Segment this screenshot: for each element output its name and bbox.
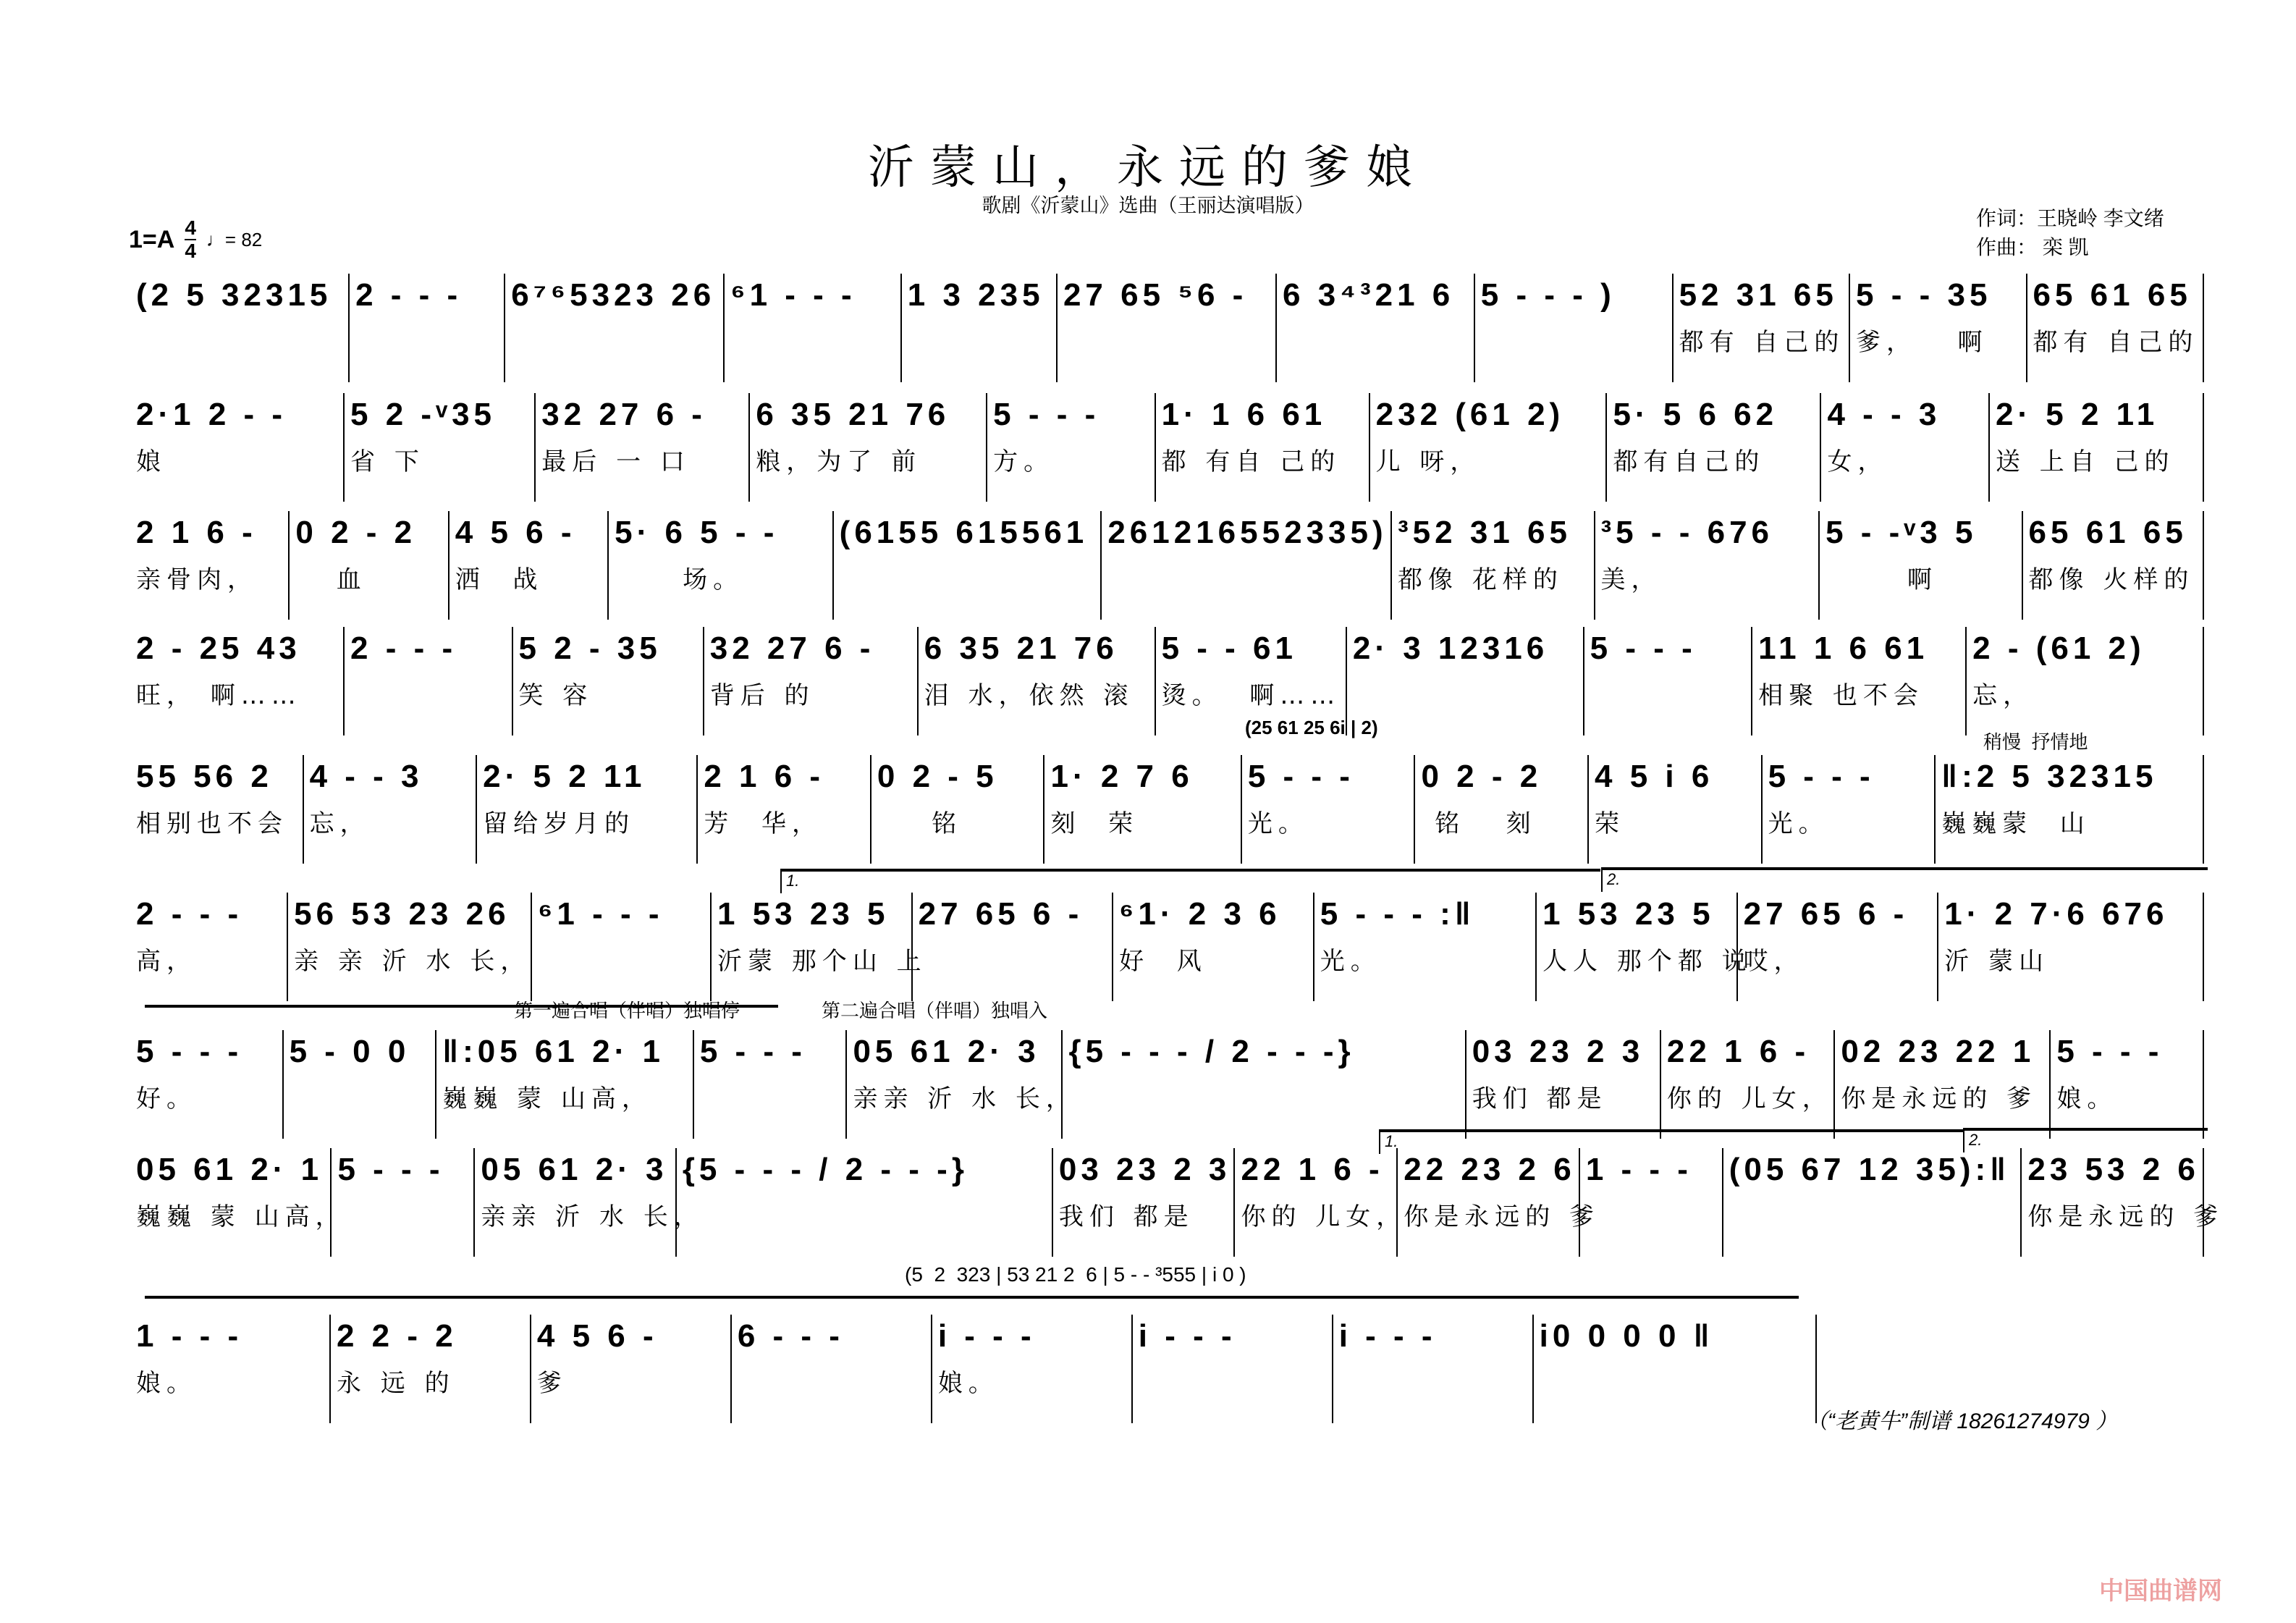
measure — [1233, 1148, 1407, 1257]
measure-notes: {5 - - - / 2 - - -} — [682, 1152, 968, 1187]
measure — [330, 1148, 473, 1257]
measure — [1369, 393, 1606, 502]
measure-notes: ‖:2 5 32315 — [1941, 759, 2158, 794]
measure — [870, 755, 1044, 864]
measure-notes: i - - - — [937, 1318, 1036, 1354]
measure-notes: 5 - - - — [993, 397, 1100, 432]
measure — [1818, 511, 2021, 620]
measure-lyrics — [337, 1199, 473, 1235]
measure — [1820, 393, 1988, 502]
measure — [1751, 627, 1965, 735]
measure-lyrics: 刻 荣 — [1050, 809, 1139, 838]
measure-lyrics: 高， — [136, 947, 197, 976]
measure-notes: 6 3⁴³21 6 — [1283, 277, 1455, 313]
measure-lyrics: 铭 刻 — [1421, 809, 1537, 838]
measure-notes: 6⁷⁶5323 26 — [511, 277, 716, 313]
measure-lyrics — [511, 324, 723, 361]
measure — [1313, 893, 1535, 1001]
measure-lyrics — [1068, 1081, 1464, 1117]
score-system — [130, 511, 2204, 620]
measure — [1396, 1148, 1600, 1257]
measure — [1241, 755, 1414, 864]
measure-lyrics: 娘 — [136, 447, 166, 476]
measure-notes: 5 - - - — [1590, 631, 1697, 666]
score-system — [130, 893, 2204, 1001]
measure — [130, 627, 343, 735]
measure-lyrics: 都像 花样的 — [1398, 565, 1563, 594]
volta-first-ending-2: 1. — [1379, 1129, 1964, 1154]
measure-lyrics: 沂蒙 那个山 上 — [717, 947, 927, 976]
measure-notes: ‖:05 61 2· 1 — [442, 1034, 664, 1069]
song-title: 沂蒙山，永远的爹娘 — [868, 141, 1428, 195]
measure-notes: 22 1 6 - — [1666, 1034, 1810, 1069]
measure-notes: 65 61 65 — [2033, 277, 2192, 313]
measure — [675, 1148, 1052, 1257]
measure-lyrics — [1540, 1365, 1815, 1401]
measure-notes: 4 - - 3 — [1827, 397, 1941, 432]
interlude-annotation-2: (5 2 323 | 53 21 2 6 | 5 - - ³555 | i 0 ) — [905, 1263, 1246, 1286]
measure — [1061, 1030, 1464, 1139]
measure-notes: 1 - - - — [1585, 1152, 1692, 1187]
measure — [900, 274, 1056, 382]
measure — [1465, 1030, 1660, 1139]
measure — [287, 893, 531, 1001]
tempo-marking: ♩= 82 — [206, 228, 263, 250]
measure — [448, 511, 607, 620]
score-system — [130, 1315, 1817, 1423]
measure-notes: 2 - - - — [350, 631, 457, 666]
measure-lyrics — [738, 1365, 931, 1401]
measure — [1579, 1148, 1722, 1257]
measure — [2049, 1030, 2204, 1139]
measure-lyrics: 粮，为了 前 — [756, 447, 922, 476]
measure-lyrics: 你的 儿女， — [1666, 1084, 1833, 1113]
measure — [1474, 274, 1672, 382]
measure-notes: 2· 5 2 11 — [483, 759, 646, 794]
measure-lyrics: 芳 华， — [704, 809, 822, 838]
measure-lyrics: 亲骨肉， — [136, 565, 258, 594]
measure-lyrics: 光。 — [1320, 947, 1381, 976]
measure-lyrics: 都像 火样的 — [2028, 565, 2195, 594]
credits — [1976, 204, 2164, 262]
measure-notes: i0 0 0 0 ‖ — [1539, 1318, 1714, 1354]
measure — [1587, 755, 1761, 864]
measure — [693, 1030, 846, 1139]
measure-lyrics: 方。 — [993, 447, 1055, 476]
score-system — [130, 1030, 2204, 1139]
measure-notes: 1· 1 6 61 — [1161, 397, 1327, 432]
measure-lyrics: 哎， — [1743, 947, 1805, 976]
measure-notes: 0 2 - 2 — [1421, 759, 1542, 794]
measure-lyrics: 血 — [295, 565, 367, 594]
measure-notes: 2 - - - — [355, 277, 463, 313]
measure-lyrics — [1590, 678, 1751, 714]
measure-lyrics: 好 风 — [1119, 947, 1207, 976]
measure-lyrics: 送 上自 己的 — [1995, 447, 2175, 476]
measure-notes: 2 1 6 - — [704, 759, 825, 794]
song-subtitle: 歌剧《沂蒙山》选曲（王丽达演唱版） — [982, 195, 1314, 216]
measure-lyrics: 亲 亲 沂 水 长， — [294, 947, 531, 976]
measure — [2026, 274, 2204, 382]
measure-lyrics: 相聚 也不会 — [1758, 681, 1924, 710]
measure-lyrics: 女， — [1827, 447, 1888, 476]
measure-lyrics: 好。 — [136, 1084, 197, 1113]
measure — [1056, 274, 1275, 382]
measure-notes: 2·1 2 - - — [136, 397, 287, 432]
measure-notes: 05 61 2· 1 — [136, 1152, 324, 1187]
measure-notes: (6155 615561 — [839, 515, 1089, 550]
measure — [696, 755, 870, 864]
measure — [1761, 755, 1935, 864]
measure-notes: ⁶1 - - - — [538, 896, 664, 932]
measure-notes: 2 2 - 2 — [336, 1318, 457, 1354]
measure-notes: 5 - - - — [2056, 1034, 2164, 1069]
measure-notes: i - - - — [1138, 1318, 1236, 1354]
measure-lyrics — [1283, 324, 1474, 361]
measure-lyrics: 我们 都是 — [1472, 1084, 1608, 1113]
first-pass-note: 第一遍合唱（伴唱）独唱停 — [514, 1000, 740, 1021]
measure — [917, 627, 1155, 735]
measure-lyrics — [908, 324, 1056, 361]
measure-notes: 32 27 6 - — [709, 631, 875, 666]
measure — [1043, 755, 1240, 864]
volta-second-ending-2: 2. — [1963, 1128, 2208, 1152]
score-system — [130, 755, 2204, 864]
volta-first-ending: 1. — [780, 869, 1600, 893]
measure-notes: (05 67 12 35):‖ — [1729, 1152, 2011, 1187]
coda-line — [145, 1296, 1799, 1299]
measure — [1535, 893, 1752, 1001]
measure-lyrics: 最后 一 口 — [541, 447, 691, 476]
measure-lyrics: 你的 儿女， — [1241, 1202, 1407, 1231]
measure-notes: 6 - - - — [737, 1318, 844, 1354]
score-system — [130, 274, 2204, 382]
measure — [1660, 1030, 1833, 1139]
time-signature: $\frac{4}{4}$ — [185, 216, 196, 262]
measure — [1722, 1148, 2021, 1257]
measure-notes: 2· 3 12316 — [1352, 631, 1549, 666]
measure-notes: 56 53 23 26 — [294, 896, 510, 932]
measure-lyrics — [1139, 1365, 1332, 1401]
measure-notes: 05 61 2· 3 — [481, 1152, 668, 1187]
measure-lyrics: 爹 — [536, 1369, 567, 1398]
measure — [531, 893, 710, 1001]
measure-lyrics: 亲亲 沂 水 长， — [481, 1202, 704, 1231]
measure-notes: 22 23 2 6 — [1404, 1152, 1576, 1187]
measure — [1605, 393, 1820, 502]
measure — [1131, 1315, 1332, 1423]
measure-notes: 11 1 6 61 — [1758, 631, 1929, 666]
measure-notes: i - - - — [1338, 1318, 1437, 1354]
measure-lyrics: 烫。 啊…… — [1161, 681, 1341, 710]
measure — [1275, 274, 1474, 382]
measure-lyrics — [350, 678, 511, 714]
watermark-logo: 中国曲谱网 — [2099, 1577, 2222, 1605]
measure-notes: 27 65 ⁵6 - — [1063, 277, 1248, 313]
measure-lyrics: 沂 蒙山 — [1944, 947, 2050, 976]
score-system — [130, 393, 2204, 502]
interlude-annotation: (25 61 25 6i | 2) — [1245, 717, 1378, 738]
measure — [303, 755, 476, 864]
measure — [130, 1030, 282, 1139]
measure-notes: 4 - - 3 — [309, 759, 423, 794]
measure — [504, 274, 723, 382]
measure-lyrics: 你是永远的 爹 — [1404, 1202, 1600, 1231]
measure-lyrics — [700, 1081, 846, 1117]
measure — [1937, 893, 2204, 1001]
measure-notes: 5· 5 6 62 — [1613, 397, 1778, 432]
measure — [534, 393, 748, 502]
measure — [1849, 274, 2025, 382]
measure-notes: 1· 2 7 6 — [1050, 759, 1194, 794]
measure-lyrics — [1481, 324, 1672, 361]
measure — [1414, 755, 1587, 864]
measure-lyrics: 洒 战 — [455, 565, 544, 594]
measure-notes: 1 - - - — [136, 1318, 243, 1354]
measure-notes: ⁶1· 2 3 6 — [1119, 896, 1281, 932]
measure — [931, 1315, 1131, 1423]
measure — [748, 393, 986, 502]
measure-notes: 5 - - - — [136, 1034, 243, 1069]
measure-notes: 22 1 6 - — [1241, 1152, 1384, 1187]
measure — [435, 1030, 693, 1139]
measure-notes: 1 53 23 5 — [1542, 896, 1715, 932]
measure-lyrics: 爹， 啊 — [1856, 328, 1988, 357]
measure — [832, 511, 1101, 620]
measure-lyrics: 我们 都是 — [1058, 1202, 1194, 1231]
measure — [607, 511, 832, 620]
measure — [512, 627, 703, 735]
composer: 作曲： 栾 凯 — [1976, 236, 2089, 258]
measure-notes: 5 - - - — [337, 1152, 444, 1187]
measure-lyrics: 光。 — [1768, 809, 1829, 838]
measure-notes: 5 - - - — [1768, 759, 1875, 794]
measure-lyrics — [355, 324, 504, 361]
measure — [1934, 755, 2204, 864]
measure-notes: 23 53 2 6 — [2027, 1152, 2200, 1187]
measure-lyrics: 都有自己的 — [1613, 447, 1765, 476]
measure-lyrics: 亲亲 沂 水 长， — [853, 1084, 1076, 1113]
measure-lyrics — [538, 943, 710, 979]
measure — [1332, 1315, 1532, 1423]
measure-lyrics — [1586, 1199, 1722, 1235]
second-pass-note: 第二遍合唱（伴唱）独唱入 — [822, 1000, 1048, 1021]
measure — [1736, 893, 1938, 1001]
measure — [1112, 893, 1313, 1001]
measure — [1346, 627, 1583, 735]
expression-marking: 稍慢 抒情地 — [1983, 731, 2088, 753]
measure — [476, 755, 696, 864]
measure-notes: 4 5 6 - — [455, 515, 576, 550]
measure-notes: 2 - (61 2) — [1972, 631, 2145, 666]
measure — [130, 893, 287, 1001]
lyricist: 作词：王晓岭 李文绪 — [1976, 207, 2164, 229]
measure-notes: 5 - - 35 — [1856, 277, 1992, 313]
measure — [1100, 511, 1390, 620]
measure-notes: 52 31 65 — [1679, 277, 1838, 313]
measure-lyrics: 背后 的 — [709, 681, 815, 710]
score-system — [130, 627, 2204, 735]
measure-lyrics — [1063, 324, 1275, 361]
measure-lyrics: 铭 — [877, 809, 963, 838]
measure-lyrics: 巍巍蒙 山 — [1941, 809, 2090, 838]
measure — [723, 274, 900, 382]
measure — [530, 1315, 730, 1423]
measure-notes: 5 - - 61 — [1161, 631, 1297, 666]
measure-notes: 27 65 6 - — [918, 896, 1084, 932]
measure-notes: 5 2 - 35 — [518, 631, 662, 666]
measure-notes: ⁶1 - - - — [730, 277, 856, 313]
measure-notes: 03 23 2 3 — [1472, 1034, 1645, 1069]
measure-lyrics: 旺， 啊…… — [136, 681, 302, 710]
measure-lyrics: 泪 水，依然 滚 — [924, 681, 1134, 710]
measure-lyrics: 忘， — [309, 809, 371, 838]
measure-notes: 2· 5 2 11 — [1995, 397, 2159, 432]
measure — [845, 1030, 1076, 1139]
measure-lyrics — [840, 562, 1101, 598]
measure-lyrics — [1729, 1199, 2021, 1235]
measure-notes: (2 5 32315 — [136, 277, 332, 313]
measure-notes: ³52 31 65 — [1398, 515, 1571, 550]
measure-notes: 1 53 23 5 — [717, 896, 890, 932]
measure-lyrics: 娘。 — [136, 1369, 197, 1398]
measure-notes: 5 - -ᵛ3 5 — [1826, 515, 1978, 550]
measure — [473, 1148, 704, 1257]
measure-notes: 2 1 6 - — [136, 515, 257, 550]
measure — [986, 393, 1154, 502]
measure — [1532, 1315, 1817, 1423]
measure-notes: 4 5 i 6 — [1595, 759, 1714, 794]
measure-notes: 5 - 0 0 — [289, 1034, 410, 1069]
measure-lyrics: 儿 呀， — [1375, 447, 1481, 476]
measure-notes: 1· 2 7·6 676 — [1944, 896, 2169, 932]
measure-notes: 1 3 235 — [907, 277, 1044, 313]
measure-notes: 5 - - - — [1247, 759, 1354, 794]
measure-notes: 5 - - - ) — [1480, 277, 1616, 313]
measure-notes: 27 65 6 - — [1743, 896, 1909, 932]
measure-notes: 5 - - - — [699, 1034, 806, 1069]
measure-lyrics — [136, 324, 348, 361]
measure-notes: 65 61 65 — [2028, 515, 2187, 550]
measure — [1672, 274, 1849, 382]
measure-lyrics: 娘。 — [2056, 1084, 2118, 1113]
measure-notes: 2 - - - — [136, 896, 243, 932]
measure-notes: 55 56 2 — [136, 759, 273, 794]
measure-notes: 5 - - - :‖ — [1320, 896, 1475, 932]
measure — [710, 893, 927, 1001]
measure-notes: 05 61 2· 3 — [853, 1034, 1040, 1069]
measure-lyrics — [919, 943, 1113, 979]
measure-notes: 0 2 - 5 — [877, 759, 998, 794]
measure-notes: 261216552335) — [1107, 515, 1388, 550]
measure-lyrics: 人人 那个都 说 — [1542, 947, 1752, 976]
measure — [348, 274, 504, 382]
measure — [911, 893, 1113, 1001]
measure — [1155, 393, 1369, 502]
measure-lyrics: 都 有自 己的 — [1161, 447, 1341, 476]
measure — [343, 393, 534, 502]
measure-notes: 6 35 21 76 — [924, 631, 1118, 666]
measure — [130, 1315, 329, 1423]
measure — [343, 627, 511, 735]
volta-second-ending: 2. — [1601, 867, 2208, 892]
measure-lyrics — [1339, 1365, 1532, 1401]
measure-notes: {5 - - - / 2 - - -} — [1068, 1034, 1355, 1069]
measure-notes: 02 23 22 1 — [1841, 1034, 2035, 1069]
measure-notes: 6 35 21 76 — [756, 397, 950, 432]
measure — [1965, 627, 2204, 735]
measure-lyrics: 都有 自己的 — [2033, 328, 2199, 357]
measure-lyrics: 光。 — [1247, 809, 1309, 838]
measure-lyrics: 场。 — [615, 565, 744, 594]
measure-lyrics: 巍巍 蒙 山高， — [442, 1084, 652, 1113]
score-system — [130, 1148, 2224, 1257]
measure-notes: 32 27 6 - — [541, 397, 706, 432]
measure-notes: 5 2 -ᵛ35 — [350, 397, 497, 432]
measure-lyrics: 留给岁月的 — [483, 809, 636, 838]
measure-notes: 232 (61 2) — [1375, 397, 1565, 432]
measure-lyrics: 忘， — [1972, 681, 2034, 710]
measure — [1988, 393, 2204, 502]
measure-notes: 0 2 - 2 — [295, 515, 417, 550]
measure — [329, 1315, 530, 1423]
measure — [130, 393, 343, 502]
measure-lyrics — [1353, 678, 1583, 714]
measure — [130, 755, 303, 864]
measure-lyrics — [683, 1199, 1052, 1235]
measure-lyrics: 巍巍 蒙 山高， — [136, 1202, 346, 1231]
measure-lyrics — [730, 324, 900, 361]
measure — [130, 274, 348, 382]
measure-notes: 5· 6 5 - - — [615, 515, 779, 550]
measure — [2022, 511, 2204, 620]
measure — [1052, 1148, 1234, 1257]
measure — [1390, 511, 1593, 620]
measure-lyrics: 笑 容 — [518, 681, 594, 710]
measure-notes: 03 23 2 3 — [1058, 1152, 1231, 1187]
measure — [130, 1148, 346, 1257]
measure-lyrics: 美， — [1600, 565, 1662, 594]
measure — [730, 1315, 931, 1423]
measure — [2020, 1148, 2224, 1257]
measure — [1594, 511, 1819, 620]
key-signature: 1=A — [129, 225, 175, 253]
measure — [288, 511, 447, 620]
measure-lyrics: 都有 自己的 — [1679, 328, 1845, 357]
measure-notes: ³5 - - 676 — [1600, 515, 1774, 550]
measure-lyrics: 啊 — [1826, 565, 1938, 594]
measure-lyrics: 永 远 的 — [336, 1369, 455, 1398]
measure-lyrics: 你是永远的 爹 — [1841, 1084, 2038, 1113]
measure-lyrics: 省 下 — [350, 447, 425, 476]
measure-lyrics: 你是永远的 爹 — [2027, 1202, 2224, 1231]
measure-lyrics: 娘。 — [937, 1369, 999, 1398]
measure-lyrics — [290, 1081, 436, 1117]
measure-lyrics: 荣 — [1595, 809, 1626, 838]
measure — [1583, 627, 1751, 735]
measure-lyrics — [1107, 562, 1390, 598]
measure-notes: 2 - 25 43 — [136, 631, 301, 666]
measure — [1833, 1030, 2049, 1139]
measure — [282, 1030, 436, 1139]
key-signature-block — [129, 217, 262, 262]
transcriber-credit: （“老黄牛”制谱 18261274979 ） — [1806, 1409, 2118, 1433]
measure-notes: 4 5 6 - — [536, 1318, 658, 1354]
measure-lyrics: 相别也不会 — [136, 809, 288, 838]
measure — [130, 511, 288, 620]
measure — [703, 627, 917, 735]
